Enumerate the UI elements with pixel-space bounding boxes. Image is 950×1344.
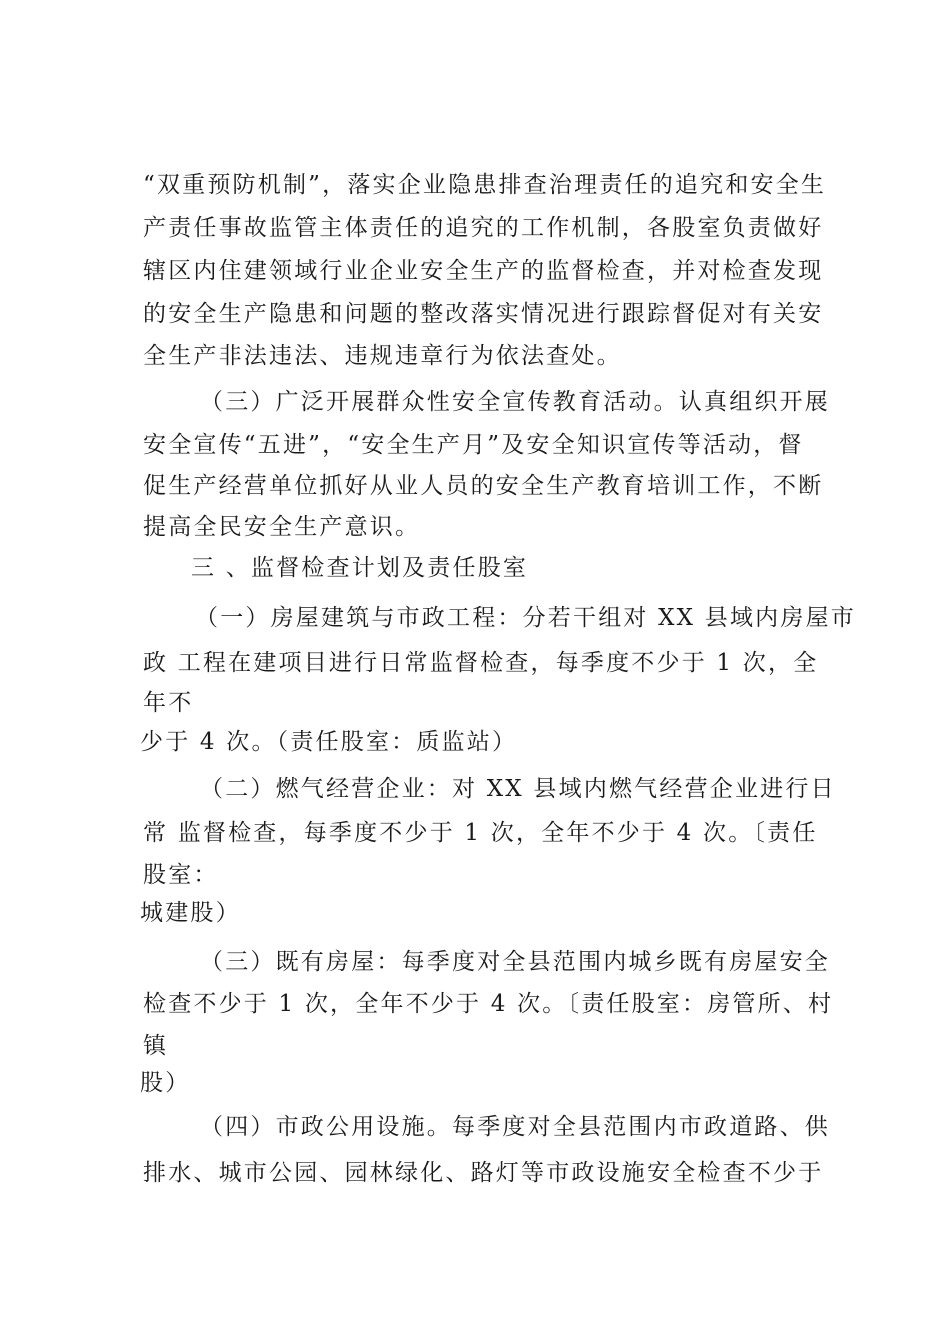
- body-text-line: 股室：: [143, 862, 219, 888]
- section-heading: 三 、监督检查计划及责任股室: [191, 555, 529, 581]
- section-heading: （二）燃气经营企业：对 XX 县域内燃气经营企业进行日: [200, 776, 836, 802]
- body-text-line: 城建股）: [140, 900, 241, 926]
- body-text-line: 镇: [143, 1033, 169, 1059]
- section-heading: （三）广泛开展群众性安全宣传教育活动。认真组织开展: [200, 389, 830, 415]
- body-text-line: 促生产经营单位抓好从业人员的安全生产教育培训工作，不断: [143, 473, 824, 499]
- body-text-line: 政 工程在建项目进行日常监督检查，每季度不少于 1 次，全: [143, 650, 819, 676]
- body-text-line: 年不: [143, 690, 194, 716]
- body-text-line: 产责任事故监管主体责任的追究的工作机制，各股室负责做好: [143, 215, 824, 241]
- section-heading: （三）既有房屋：每季度对全县范围内城乡既有房屋安全: [200, 949, 830, 975]
- body-text-line: 全生产非法违法、违规违章行为依法查处。: [143, 343, 622, 369]
- body-text-line: 股）: [140, 1070, 191, 1096]
- body-text-line: 常 监督检查，每季度不少于 1 次，全年不少于 4 次。〔责任: [143, 820, 818, 846]
- body-text-line: 安全宣传“五进”，“安全生产月”及安全知识宣传等活动，督: [143, 432, 804, 458]
- section-heading: （一）房屋建筑与市政工程：分若干组对 XX 县域内房屋市: [195, 605, 856, 631]
- body-text-line: 检查不少于 1 次，全年不少于 4 次。〔责任股室：房管所、村: [143, 991, 834, 1017]
- body-text-line: 排水、城市公园、园林绿化、路灯等市政设施安全检查不少于: [143, 1160, 824, 1186]
- section-heading: （四）市政公用设施。每季度对全县范围内市政道路、供: [200, 1114, 830, 1140]
- body-text-line: 提高全民安全生产意识。: [143, 514, 421, 540]
- body-text-line: 少于 4 次。（责任股室：质监站）: [140, 729, 518, 755]
- body-text-line: “双重预防机制”，落实企业隐患排查治理责任的追究和安全生: [143, 172, 827, 198]
- body-text-line: 辖区内住建领域行业企业安全生产的监督检查，并对检查发现: [143, 258, 824, 284]
- body-text-line: 的安全生产隐患和问题的整改落实情况进行跟踪督促对有关安: [143, 301, 824, 327]
